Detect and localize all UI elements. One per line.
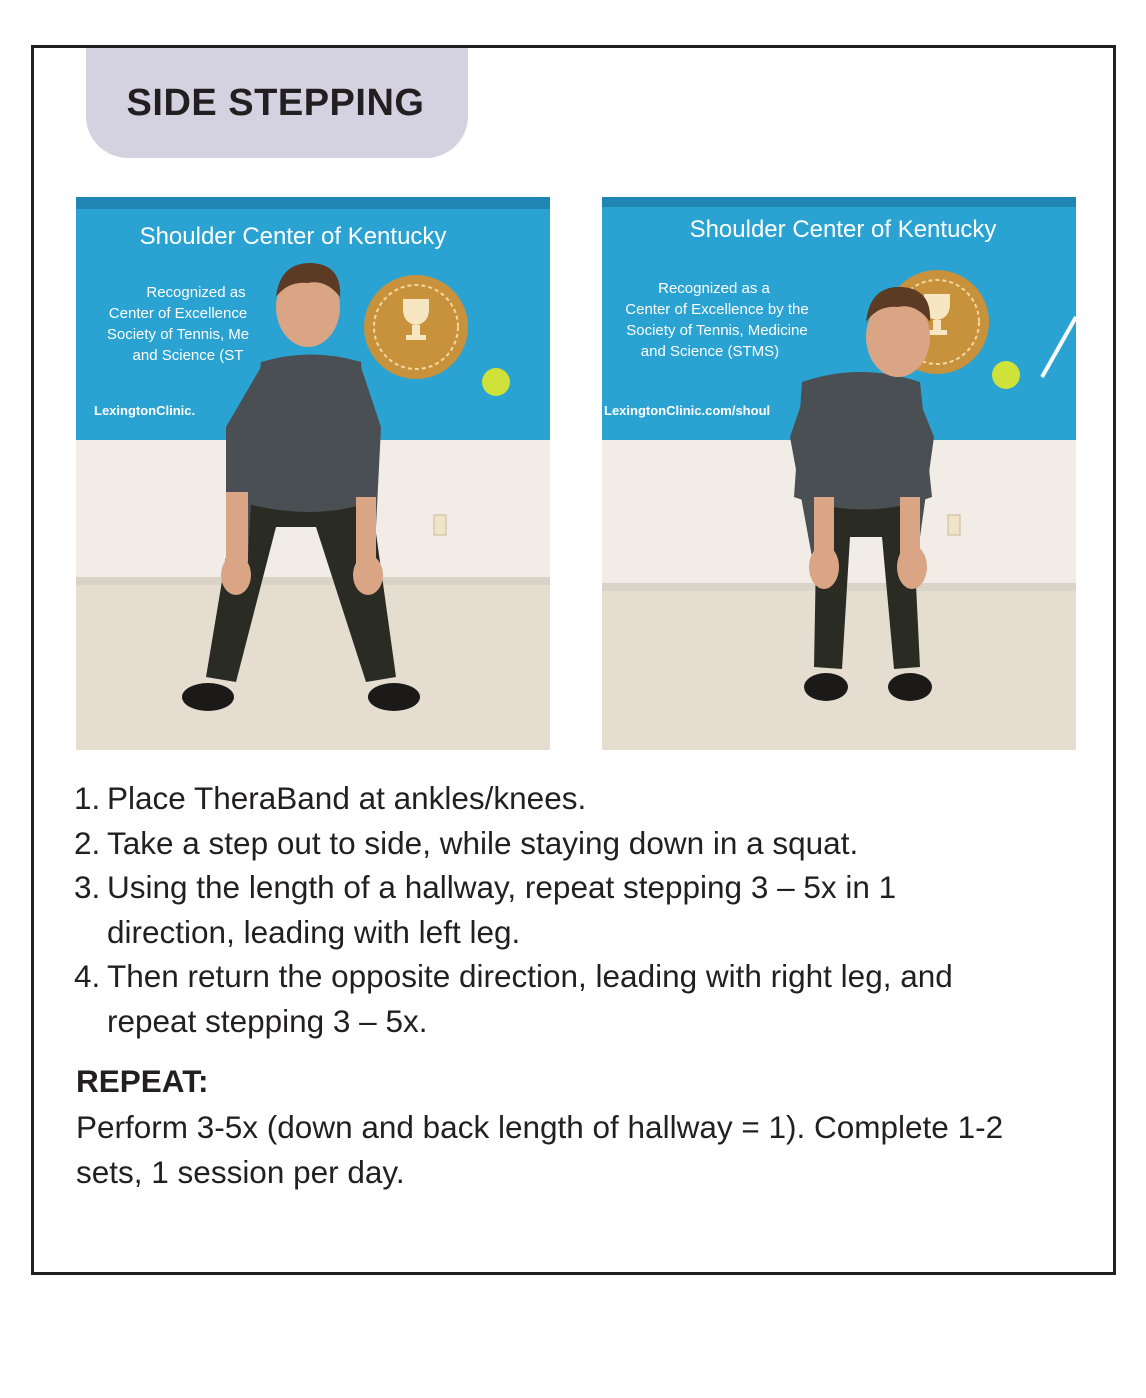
banner-heading: Shoulder Center of Kentucky [139, 223, 447, 250]
wall-outlet [434, 515, 446, 535]
step-number: 4. [74, 958, 101, 994]
step-text: Take a step out to side, while staying down in a squat. [107, 824, 859, 861]
banner-recognition-line: Society of Tennis, Medicine [626, 322, 808, 339]
banner-footer-link: LexingtonClinic.com/shoul [604, 403, 771, 418]
instruction-list [74, 776, 1074, 1043]
step-number: 1. [74, 780, 101, 816]
repeat-heading: REPEAT: [76, 1063, 209, 1099]
step-text: Place TheraBand at ankles/knees. [107, 780, 587, 816]
list-item [74, 865, 1074, 954]
wall-outlet [948, 515, 960, 535]
title-tab [86, 48, 468, 158]
tennis-ball-icon [992, 361, 1020, 389]
banner-recognition-line: and Science (ST [132, 347, 244, 364]
banner-recognition-line: Recognized as a [658, 280, 770, 297]
banner-recognition-line: and Science (STMS) [640, 343, 780, 360]
banner-recognition-line: Center of Excellence by the [625, 301, 809, 318]
step-text: Using the length of a hallway, repeat stepping 3 – 5x in 1 direction, leading with left leg. [107, 869, 897, 950]
photo-forward-lean [602, 197, 1076, 750]
step-number: 3. [74, 869, 101, 905]
step-number: 2. [74, 824, 101, 861]
step-text: Then return the opposite direction, leading with right leg, and repeat stepping 3 – 5x. [107, 958, 953, 1039]
page-title: SIDE STEPPING [126, 81, 425, 124]
banner-recognition-line: Center of Excellence [108, 305, 248, 322]
banner-recognition-line: Society of Tennis, Me [106, 326, 250, 343]
banner-heading: Shoulder Center of Kentucky [689, 216, 997, 243]
tennis-ball-icon [482, 368, 510, 396]
banner-recognition-line: Recognized as [146, 284, 246, 301]
excellence-seal-icon [364, 275, 468, 379]
photo-wide-squat [76, 197, 550, 750]
list-item [74, 821, 1074, 866]
repeat-text: Perform 3-5x (down and back length of hallway = 1). Complete 1-2 sets, 1 session per day. [76, 1109, 1004, 1190]
banner-footer-link: LexingtonClinic. [94, 403, 196, 418]
list-item [74, 954, 1074, 1043]
list-item [74, 776, 1074, 821]
